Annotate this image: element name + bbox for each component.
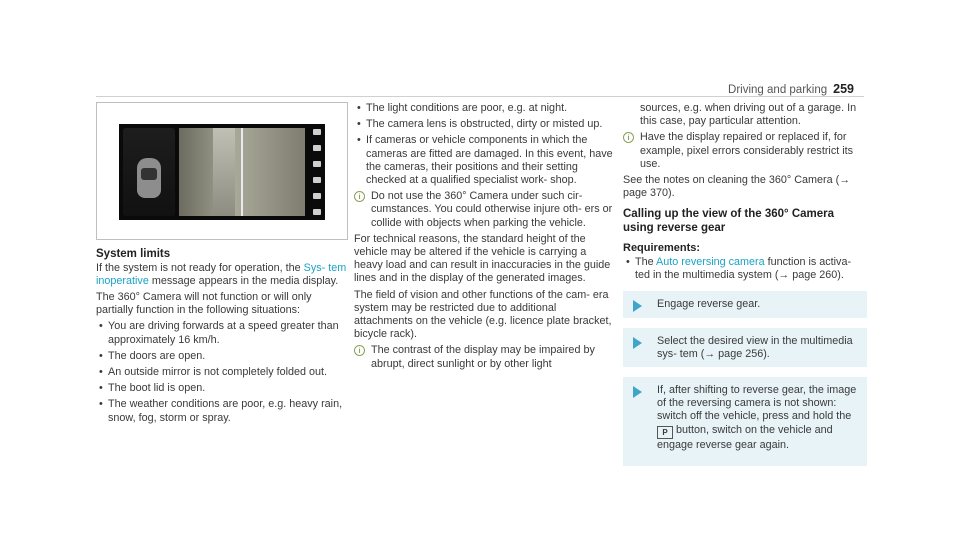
page-number: 259 [833,82,854,96]
note [354,344,618,370]
garage-door [213,128,235,216]
view-split [241,128,243,216]
view-icon [313,129,321,135]
list-item: • The boot lid is open. [96,382,348,395]
text: If the system is not ready for operation, the [96,261,304,274]
view-selector-sidebar [309,124,325,220]
column-2 [354,102,618,371]
car-top-view [137,158,161,198]
info-icon: i [354,345,365,356]
list-item: • If cameras or vehicle components in which the cameras are fitted are damaged. In this event, have the cameras, their positions and their setting checked at a qualified specialist work‐ shop. [354,134,618,187]
note-text: Do not use the 360° Camera under such cir‐ cumstances. You could otherwise injure oth‐ ers or collide with objects when parking the vehicle. [371,190,613,229]
view-icon [313,161,321,167]
limits-list [96,320,348,424]
step [623,291,867,317]
list-item [623,256,867,282]
paragraph: The field of vision and other functions of the cam‐ era system may be restricted due to additional attachments on the vehicle (e.g. licence plate bracket, bicycle rack). [354,288,612,341]
note-text: Have the display repaired or replaced if, for example, pixel errors considerably restrict its use. [640,131,854,170]
paragraph: sources, e.g. when driving out of a garage. In this case, pay particular attention. [640,102,857,128]
step-text: If, after shifting to reverse gear, the image of the reversing camera is not shown: switch off the vehicle, press and hold the [657,383,857,423]
camera-screen-figure [96,102,348,240]
info-icon: i [623,132,634,143]
step [623,328,867,367]
step [623,377,867,466]
step-arrow-icon [633,386,642,398]
note-text: The contrast of the display may be impaired by abrupt, direct sunlight or by other light [371,344,595,370]
parking-button-icon: P [657,426,673,439]
view-icon [313,209,321,215]
note [623,131,867,171]
header-rule [96,96,864,97]
camera-view-panel [179,128,305,216]
paragraph: For technical reasons, the standard height of the vehicle may be altered if the vehicle is carrying a heavy load and can result in inaccuracies in the guide lines and in the display of the generated images. [354,232,611,285]
step-text: button, switch on the vehicle and engage reverse gear again. [657,423,833,451]
step-text: Select the desired view in the multimedia sys‐ tem (→ page 256). [657,334,853,360]
paragraph [96,262,348,288]
list-item: • The camera lens is obstructed, dirty or misted up. [354,118,618,131]
text: message appears in the media display. [148,274,339,287]
paragraph: The 360° Camera will not function or will only partially function in the following situations: [96,290,312,317]
reverse-gear-heading: Calling up the view of the 360° Camera using reverse gear [623,208,835,234]
view-icon [313,145,321,151]
step-text: Engage reverse gear. [657,298,761,311]
section-title: Driving and parking [728,84,828,96]
paragraph: See the notes on cleaning the 360° Camera (→ page 370). [623,174,850,200]
view-icon [313,193,321,199]
system-limits-heading: System limits [96,248,171,260]
list-item: • You are driving forwards at a speed greater than approximately 16 km/h. [96,320,348,346]
step-arrow-icon [633,300,642,312]
auto-reversing-camera-function: Auto reversing camera [656,255,765,268]
column-1 [96,102,348,425]
list-item: • The light conditions are poor, e.g. at night. [354,102,618,115]
list-item: • The doors are open. [96,350,348,363]
column-3 [623,102,867,466]
note [354,190,618,230]
list-item: • An outside mirror is not completely folded out. [96,366,348,379]
list-item: • The weather conditions are poor, e.g. heavy rain, snow, fog, storm or spray. [96,398,348,424]
view-icon [313,177,321,183]
requirements-list [623,256,867,282]
text: The [635,255,657,268]
requirements-label: Requirements: [623,242,701,255]
top-view-panel [123,128,175,216]
info-icon: i [354,191,365,202]
page-header [728,82,854,96]
text: function is activa‐ ted in the multimedia system (→ page 260). [635,255,852,282]
media-display-image [119,124,325,220]
step-arrow-icon [633,337,642,349]
limits-list-continued [354,102,618,187]
system-inoperative-message: Sys‐ tem inoperative [96,261,347,287]
